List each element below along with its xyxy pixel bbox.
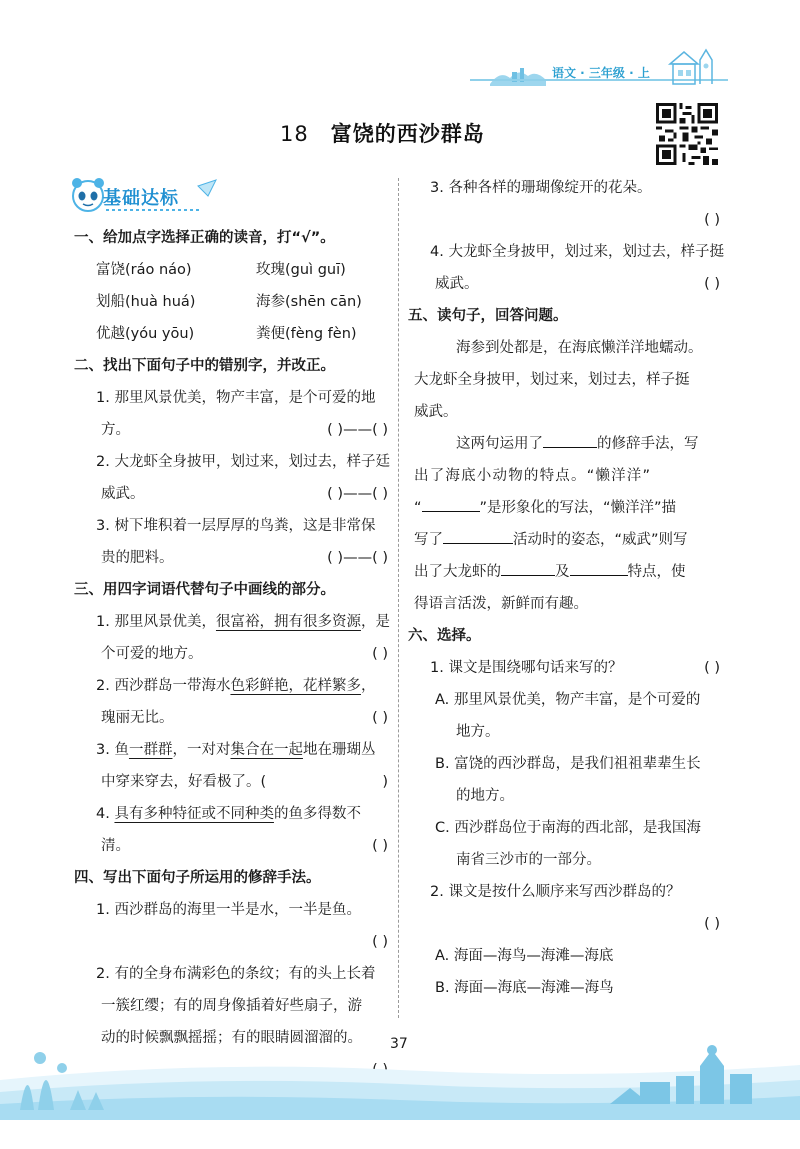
qr-code-icon[interactable] (656, 103, 718, 165)
answer-bracket[interactable]: ( ) (704, 276, 720, 292)
option-c-cont: 南省三沙市的一部分。 (456, 852, 601, 868)
lesson-number: 18 (280, 122, 309, 146)
question-text: 的鱼多得数不 (273, 806, 361, 822)
question-text: 瑰丽无比。 (101, 710, 174, 726)
question-text: 特点，使 (627, 564, 686, 580)
fill-blank[interactable] (443, 526, 513, 544)
subject-label: 语文 · 三年级 · 上 (552, 66, 650, 80)
option-a[interactable]: A. 那里风景优美，物产丰富，是个可爱的 (435, 692, 701, 708)
answer-bracket[interactable]: ( ) (704, 916, 720, 932)
skyline-left-icon (490, 64, 546, 86)
answer-bracket[interactable]: ( ) (704, 660, 720, 676)
s3-question-2 (80, 670, 390, 702)
pinyin-row-3 (80, 318, 390, 350)
question-text: 及 (555, 564, 570, 580)
s5-prompt-line-2: 出了海底小动物的特点。“懒洋洋” (414, 468, 652, 484)
fill-blank[interactable] (570, 558, 628, 576)
fill-blank[interactable] (543, 430, 597, 448)
quoted-sentence: 大龙虾全身披甲，划过来，划过去，样子挺 (414, 372, 690, 388)
answer-bracket[interactable]: ( )——( ) (327, 486, 388, 502)
s3-question-4-cont (80, 830, 390, 862)
question-text: ， (360, 678, 376, 694)
s4-question-2-cont: 一簇红缨；有的周身像插着好些扇子，游 (101, 998, 362, 1014)
question-text: 威武。 (435, 276, 479, 292)
answer-bracket[interactable]: ( ) (704, 212, 720, 228)
question-text: 2. 西沙群岛一带海水 (96, 678, 231, 694)
house-icon (664, 44, 720, 86)
s3-question-3-cont (80, 766, 390, 798)
question-text: ，一对对 (172, 742, 231, 758)
s4-question-4-cont (414, 268, 728, 300)
left-column (74, 222, 390, 1086)
question-text: 方。 (101, 422, 130, 438)
section-5-heading: 五、读句子，回答问题。 (408, 308, 568, 324)
option-a-cont: 地方。 (456, 724, 500, 740)
s4-question-2: 2. 有的全身布满彩色的条纹；有的头上长着 (96, 966, 376, 982)
option-b[interactable]: B. 海面—海底—海滩—海鸟 (435, 980, 614, 996)
question-text: ，是 (360, 614, 390, 630)
section-6-heading: 六、选择。 (408, 628, 481, 644)
s2-question-3-cont (80, 542, 390, 574)
pinyin-choice[interactable]: 玫瑰(guì guī) (256, 262, 346, 278)
s2-question-1: 1. 那里风景优美，物产丰富，是个可爱的地 (96, 390, 376, 406)
question-text: 1. 课文是围绕哪句话来写的？ (430, 660, 623, 676)
quoted-sentence: 海参到处都是，在海底懒洋洋地蠕动。 (456, 340, 703, 356)
pinyin-choice[interactable]: 粪便(fèng fèn) (256, 326, 357, 342)
underlined-phrase: 一群群 (128, 742, 173, 758)
question-text: 出了大龙虾的 (414, 564, 501, 580)
option-b[interactable]: B. 富饶的西沙群岛，是我们祖祖辈辈生长 (435, 756, 701, 772)
answer-bracket[interactable]: ( ) (372, 934, 388, 950)
s2-question-1-cont (80, 414, 390, 446)
section-badge: 基础达标 (103, 188, 179, 209)
question-text: 活动时的姿态，“威武”则写 (513, 532, 688, 548)
s4-question-1-answer (80, 926, 390, 958)
s5-prompt-line-1 (414, 428, 728, 460)
pinyin-choice[interactable]: 海参(shēn cān) (256, 294, 362, 310)
section-1-heading: 一、给加点字选择正确的读音，打“√”。 (74, 230, 335, 246)
answer-bracket[interactable]: ( )——( ) (327, 550, 388, 566)
fill-blank[interactable] (501, 558, 555, 576)
s3-question-3 (80, 734, 390, 766)
answer-bracket[interactable]: ( ) (372, 646, 388, 662)
s5-prompt-line-6: 得语言活泼，新鲜而有趣。 (414, 596, 588, 612)
underlined-phrase: 集合在一起 (230, 742, 303, 758)
section-4-heading: 四、写出下面句子所运用的修辞手法。 (74, 870, 321, 886)
right-column (408, 172, 728, 1004)
s4-question-4: 4. 大龙虾全身披甲，划过来，划过去，样子挺 (430, 244, 724, 260)
question-text: 清。 (101, 838, 130, 854)
option-b-cont: 的地方。 (456, 788, 514, 804)
lesson-title-text: 富饶的西沙群岛 (330, 122, 485, 146)
option-c[interactable]: C. 西沙群岛位于南海的西北部，是我国海 (435, 820, 701, 836)
pinyin-choice[interactable]: 富饶(ráo náo) (96, 262, 192, 278)
footer-decoration (0, 1020, 800, 1120)
question-text: 写了 (414, 532, 443, 548)
s3-question-1 (80, 606, 390, 638)
section-3-heading: 三、用四字词语代替句子中画线的部分。 (74, 582, 335, 598)
s5-prompt-line-4 (414, 524, 728, 556)
fill-blank[interactable] (422, 494, 480, 512)
question-text: 的修辞手法，写 (597, 436, 699, 452)
pinyin-row-1 (80, 254, 390, 286)
pinyin-choice[interactable]: 优越(yóu yōu) (96, 326, 195, 342)
answer-bracket[interactable]: ( ) (372, 838, 388, 854)
question-text: 1. 那里风景优美， (96, 614, 216, 630)
underlined-phrase: 很富裕，拥有很多资源 (215, 614, 361, 630)
question-text: 地在珊瑚丛 (302, 742, 376, 758)
question-text: 威武。 (101, 486, 145, 502)
s4-question-3: 3. 各种各样的珊瑚像绽开的花朵。 (430, 180, 652, 196)
s6-question-2-answer (414, 908, 728, 940)
s6-question-2: 2. 课文是按什么顺序来写西沙群岛的？ (430, 884, 681, 900)
page-number: 37 (390, 1036, 408, 1052)
s3-question-1-cont (80, 638, 390, 670)
s3-question-2-cont (80, 702, 390, 734)
answer-bracket[interactable]: ( )——( ) (327, 422, 388, 438)
question-text: 个可爱的地方。 (101, 646, 203, 662)
s5-prompt-line-5 (414, 556, 728, 588)
s4-question-3-answer (414, 204, 728, 236)
s3-question-4 (80, 798, 390, 830)
question-text: 3. 鱼 (96, 742, 129, 758)
s2-question-3: 3. 树下堆积着一层厚厚的鸟粪，这是非常保 (96, 518, 376, 534)
answer-bracket-close[interactable]: ) (382, 774, 388, 790)
s2-question-2: 2. 大龙虾全身披甲，划过来，划过去，样子廷 (96, 454, 390, 470)
underlined-phrase: 具有多种特征或不同种类 (114, 806, 274, 822)
question-text: 这两句运用了 (456, 436, 543, 452)
s2-question-2-cont (80, 478, 390, 510)
underlined-phrase: 色彩鲜艳，花样繁多 (230, 678, 361, 694)
s5-prompt-line-3 (414, 492, 728, 524)
lesson-title (280, 118, 485, 148)
pinyin-row-2 (80, 286, 390, 318)
question-text: 贵的肥料。 (101, 550, 174, 566)
answer-bracket[interactable]: ( ) (372, 710, 388, 726)
question-text: “ (414, 500, 422, 516)
question-text: 4. (96, 806, 115, 822)
quoted-sentence: 威武。 (414, 404, 458, 420)
section-2-heading: 二、找出下面句子中的错别字，并改正。 (74, 358, 335, 374)
question-text[interactable]: 中穿来穿去，好看极了。( (101, 774, 267, 790)
header-bar (0, 62, 800, 86)
pinyin-choice[interactable]: 划船(huà huá) (96, 294, 196, 310)
s4-question-1: 1. 西沙群岛的海里一半是水，一半是鱼。 (96, 902, 361, 918)
question-text: ”是形象化的写法，“懒洋洋”描 (479, 500, 677, 516)
option-a[interactable]: A. 海面—海鸟—海滩—海底 (435, 948, 614, 964)
s6-question-1 (414, 652, 728, 684)
s4-question-2-cont: 动的时候飘飘摇摇；有的眼睛圆溜溜的。 (101, 1030, 362, 1046)
